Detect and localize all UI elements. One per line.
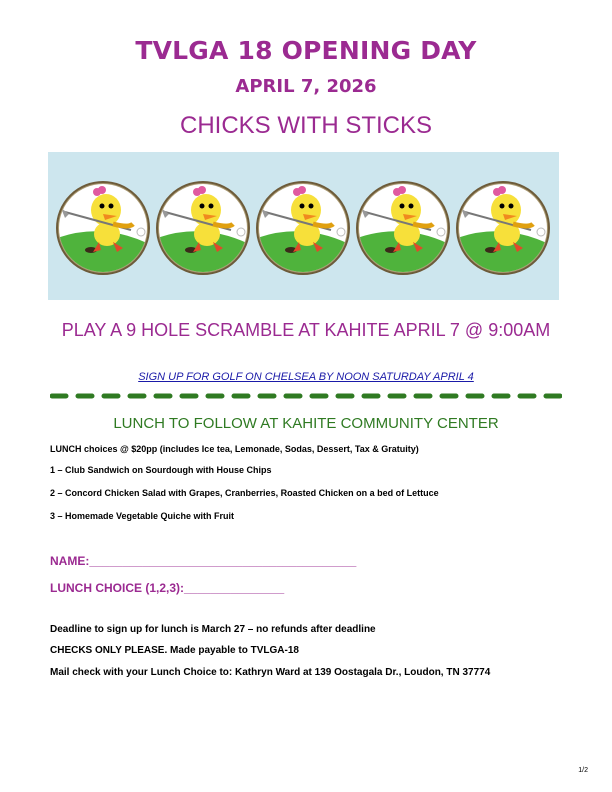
lunch-heading: LUNCH TO FOLLOW AT KAHITE COMMUNITY CENTER — [113, 415, 499, 432]
page-number: 1/2 — [578, 767, 588, 774]
event-date: APRIL 7, 2026 — [235, 76, 377, 97]
golf-chick-banner — [48, 152, 559, 300]
lunch-option: 1 – Club Sandwich on Sourdough with House Chips — [50, 465, 272, 475]
deadline-note: Deadline to sign up for lunch is March 27 – no refunds after deadline — [50, 624, 376, 635]
lunch-option: 3 – Homemade Vegetable Quiche with Fruit — [50, 511, 235, 521]
event-title: TVLGA 18 OPENING DAY — [135, 36, 477, 65]
checks-note: CHECKS ONLY PLEASE. Made payable to TVLGA-18 — [50, 645, 299, 656]
lunch-option: 2 – Concord Chicken Salad with Grapes, Cranberries, Roasted Chicken on a bed of Lettuce — [50, 488, 439, 498]
dashed-divider — [50, 391, 562, 401]
lunch-choices-line: LUNCH choices @ $20pp (includes Ice tea, Lemonade, Sodas, Dessert, Tax & Gratuity) — [50, 444, 419, 454]
mail-note: Mail check with your Lunch Choice to: Kathryn Ward at 139 Oostagala Dr., Loudon, TN 37774 — [50, 667, 491, 678]
lunch-choice-field[interactable]: LUNCH CHOICE (1,2,3):_______________ — [50, 581, 285, 595]
event-subtitle: CHICKS WITH STICKS — [179, 112, 432, 139]
signup-link[interactable]: SIGN UP FOR GOLF ON CHELSEA BY NOON SATURDAY APRIL 4 — [138, 371, 474, 383]
name-field[interactable]: NAME:________________________________________ — [50, 554, 357, 568]
banner-image — [48, 152, 559, 300]
scramble-announcement: PLAY A 9 HOLE SCRAMBLE AT KAHITE APRIL 7 @ 9:00AM — [61, 320, 551, 340]
